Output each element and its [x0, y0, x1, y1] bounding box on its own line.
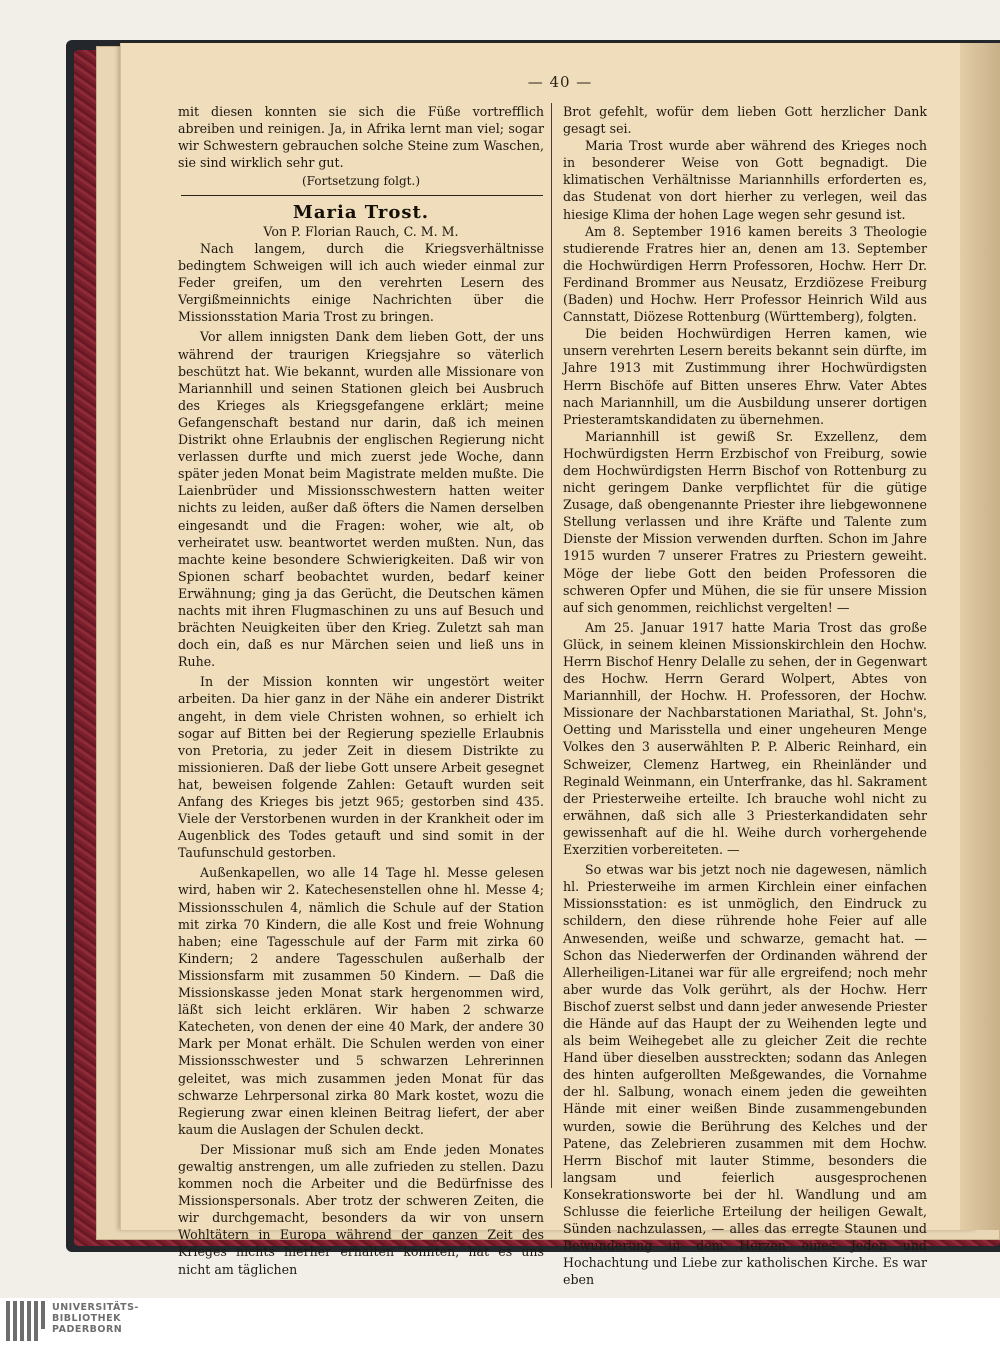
paragraph: Maria Trost wurde aber während des Krieges noch in besonderer Weise von Gott begnadigt. Die klimatischen Verhältnisse Mariannhills erforderten es, das Studenat von dort hierher zu verlegen, weil das hiesige Klima der hohen Lage wegen sehr gesund ist. [563, 138, 927, 222]
library-logo-line: UNIVERSITÄTS- [52, 1302, 139, 1313]
library-logo-text [52, 1302, 139, 1335]
paragraph: So etwas war bis jetzt noch nie dagewesen, nämlich hl. Priesterweihe im armen Kirchlein einer einfachen Missionsstation: es ist unmöglich, den Eindruck zu schildern, den diese rührende hohe Feier auf alle Anwesenden, weiße und schwarze, gemacht hat. — Schon das Niederwerfen der Ordinanden während der Allerheiligen-Litanei war für alle ergreifend; noch mehr aber wurde das Volk gerührt, als der Hochw. Herr Bischof zuerst selbst und dann jeder anwesende Priester die Hände auf das Haupt der zu Weihenden legte und als beim Weihegebet alle zu gleicher Zeit die rechte Hand über dieselben ausstreckten; sodann das Anlegen des hinten aufgerollten Meßgewandes, die Vornahme der hl. Salbung, wonach einem jeden die geweihten Hände mit einer weißen Binde zusammengebunden wurden, sowie die Berührung des Kelches und der Patene, das Zelebrieren zusammen mit dem Hochw. Herrn Bischof mit lauter Stimme, besonders die langsam und feierlich ausgesprochenen Konsekrationsworte bei der hl. Wandlung und am Schlusse die feierliche Erteilung der heiligen Gewalt, Sünden nachzulassen, — alles das erregte Staunen und Bewunderung in dem Herzen eines Jeden und Hochachtung und Liebe zur katholischen Kirche. Es war eben [563, 862, 927, 1288]
library-logo-line: PADERBORN [52, 1324, 123, 1335]
paragraph: Außenkapellen, wo alle 14 Tage hl. Messe gelesen wird, haben wir 2. Katechesenstellen ohne hl. Messe 4; Missionsschulen 4, nämlich die Schule auf der Station mit zirka 70 Kindern, die alle Kost und freie Wohnung haben; eine Tagesschule auf der Farm mit zirka 60 Kindern; 2 andere Tagesschulen außerhalb der Missionsfarm mit zusammen 50 Kindern. — Daß die Missionskasse jeden Monat stark hergenommen wird, läßt sich leicht erklären. Wir haben 2 schwarze Katecheten, von denen der eine 40 Mark, der andere 30 Mark per Monat erhält. Die Schulen werden von einer Missionsschwester und 5 schwarzen Lehrerinnen geleitet, was mich zusammen jeden Monat für das schwarze Lehrpersonal zirka 80 Mark kostet, wozu die Regierung zwar einen kleinen Beitrag liefert, der aber kaum die Auslagen der Schulen deckt. [178, 865, 544, 1137]
paragraph: Am 25. Januar 1917 hatte Maria Trost das große Glück, in seinem kleinen Missionskirchlein den Hochw. Herrn Bischof Henry Delalle zu sehen, der in Gegenwart des Hochw. Herrn Gerard Wolpert, Abtes von Mariannhill, der Hochw. H. Professoren, der Hochw. Missionare der Nachbarstationen Mariathal, St. John's, Oetting und Marisstella und einer ungeheuren Menge Volkes den 3 auserwählten P. P. Alberic Reinhard, ein Schweizer, Clemenz Hartweg, ein Rheinländer und Reginald Weinmann, ein Unterfranke, das hl. Sakrament der Priesterweihe erteilte. Ich brauche wohl nicht zu erwähnen, daß sich alle 3 Priesterkandidaten sehr gewissenhaft auf die hl. Weihe durch vorhergehende Exerzitien vorbereiteten. — [563, 619, 927, 858]
article-byline: Von P. Florian Rauch, C. M. M. [263, 224, 459, 239]
left-column-body [178, 240, 544, 1278]
continuation-note: (Fortsetzung folgt.) [302, 174, 420, 189]
left-column-top [178, 103, 544, 190]
paragraph: Vor allem innigsten Dank dem lieben Gott, der uns während der traurigen Kriegsjahre so väterlich beschützt hat. Wie bekannt, wurden alle Missionare von Mariannhill und seinen Stationen gleich bei Ausbruch des Krieges als Kriegsgefangene erklärt; meine Gefangenschaft bestand nur darin, daß ich meinen Distrikt ohne Erlaubnis der englischen Regierung nicht verlassen durfte und mich zuerst jede Woche, dann später jeden Monat beim Magistrate melden mußte. Die Laienbrüder und Missionsschwestern hatten weiter nichts zu leiden, außer daß öfters die Namen derselben eingesandt und die Fragen: woher, wie alt, ob verheiratet usw. beantwortet werden mußten. Nun, das machte keine besondere Schwierigkeiten. Daß wir von Spionen scharf beobachtet wurden, bedarf keiner Erwähnung; ging ja das Gerücht, die Deutschen kämen nachts mit ihren Flugmaschinen zu uns auf Besuch und brächten Neuigkeiten über den Krieg. Zuletzt sah man doch ein, daß es nur Märchen seien und ließ uns in Ruhe. [178, 329, 544, 670]
library-logo-line: BIBLIOTHEK [52, 1313, 121, 1324]
right-column [563, 103, 927, 1288]
continued-text: mit diesen konnten sie sich die Füße vortrefflich abreiben und reinigen. Ja, in Afrika lernt man viel; sogar wir Schwestern gebrauchen solche Steine zum Waschen, sie sind wirklich sehr gut. [178, 104, 544, 171]
page-number: — 40 — [527, 73, 593, 91]
paragraph: In der Mission konnten wir ungestört weiter arbeiten. Da hier ganz in der Nähe ein anderer Distrikt angeht, in dem viele Christen wohnen, so erhielt ich sogar auf Bitten bei der Regierung spezielle Erlaubnis von Pretoria, zu jeder Zeit in diesem Distrikte zu missionieren. Daß der liebe Gott unsere Arbeit gesegnet hat, beweisen folgende Zahlen: Getauft wurden seit Anfang des Krieges bis jetzt 965; gestorben sind 435. Viele der Verstorbenen wurden in der Krankheit oder im Augenblick des Todes getauft und sind somit in der Taufunschuld gestorben. [178, 674, 544, 861]
library-logo-icon [6, 1301, 48, 1341]
paragraph: Nach langem, durch die Kriegsverhältnisse bedingtem Schweigen will ich auch wieder einmal zur Feder greifen, um den verehrten Lesern des Vergißmeinnichts einige Nachrichten über die Missionsstation Maria Trost zu bringen. [178, 241, 544, 325]
page-right-edge [960, 43, 1000, 1230]
footer-bar [0, 1298, 1000, 1348]
paragraph: Mariannhill ist gewiß Sr. Exzellenz, dem Hochwürdigsten Herrn Erzbischof von Freiburg, sowie dem Hochwürdigsten Herrn Bischof von Rottenburg zu nicht geringem Danke verpflichtet für die gütige Zusage, daß obengenannte Priester ihre liebgewonnene Stellung verlassen und ihre Kräfte und Talente zum Dienste der Mission verwenden durften. Schon im Jahre 1915 wurden 7 unserer Fratres zu Priestern geweiht. Möge der liebe Gott den beiden Professoren die schweren Opfer und Mühen, die sie für unsere Mission auf sich genommen, reichlichst vergelten! — [563, 428, 927, 615]
paragraph: Am 8. September 1916 kamen bereits 3 Theologie studierende Fratres hier an, denen am 13. September die Hochwürdigen Herrn Professoren, Hochw. Herr Dr. Ferdinand Brommer aus Neusatz, Erzdiözese Freiburg (Baden) und Hochw. Herr Professor Heinrich Wild aus Cannstatt, Diözese Rottenburg (Württemberg), folgten. [563, 223, 927, 325]
paragraph: Brot gefehlt, wofür dem lieben Gott herzlicher Dank gesagt sei. [563, 104, 927, 137]
column-divider [551, 103, 552, 1188]
paragraph: Der Missionar muß sich am Ende jeden Monates gewaltig anstrengen, um alle zufrieden zu stellen. Dazu kommen noch die Arbeiter und die Bedürfnisse des Missionspersonals. Aber trotz der schweren Zeiten, die wir durchgemacht, besonders da wir von unsern Wohltätern in Europa während der ganzen Zeit des Krieges nichts hierher erhalten konnten, hat es uns nicht am täglichen [178, 1141, 544, 1277]
paragraph: Die beiden Hochwürdigen Herren kamen, wie unsern verehrten Lesern bereits bekannt sein dürfte, im Jahre 1913 mit Zustimmung ihrer Hochwürdigsten Herrn Bischöfe auf Bitten unseres Ehrw. Vater Abtes nach Mariannhill, um die Ausbildung unserer dortigen Priesteramtskandidaten zu übernehmen. [563, 326, 927, 427]
section-rule [181, 195, 543, 196]
article-title: Maria Trost. [292, 202, 430, 223]
